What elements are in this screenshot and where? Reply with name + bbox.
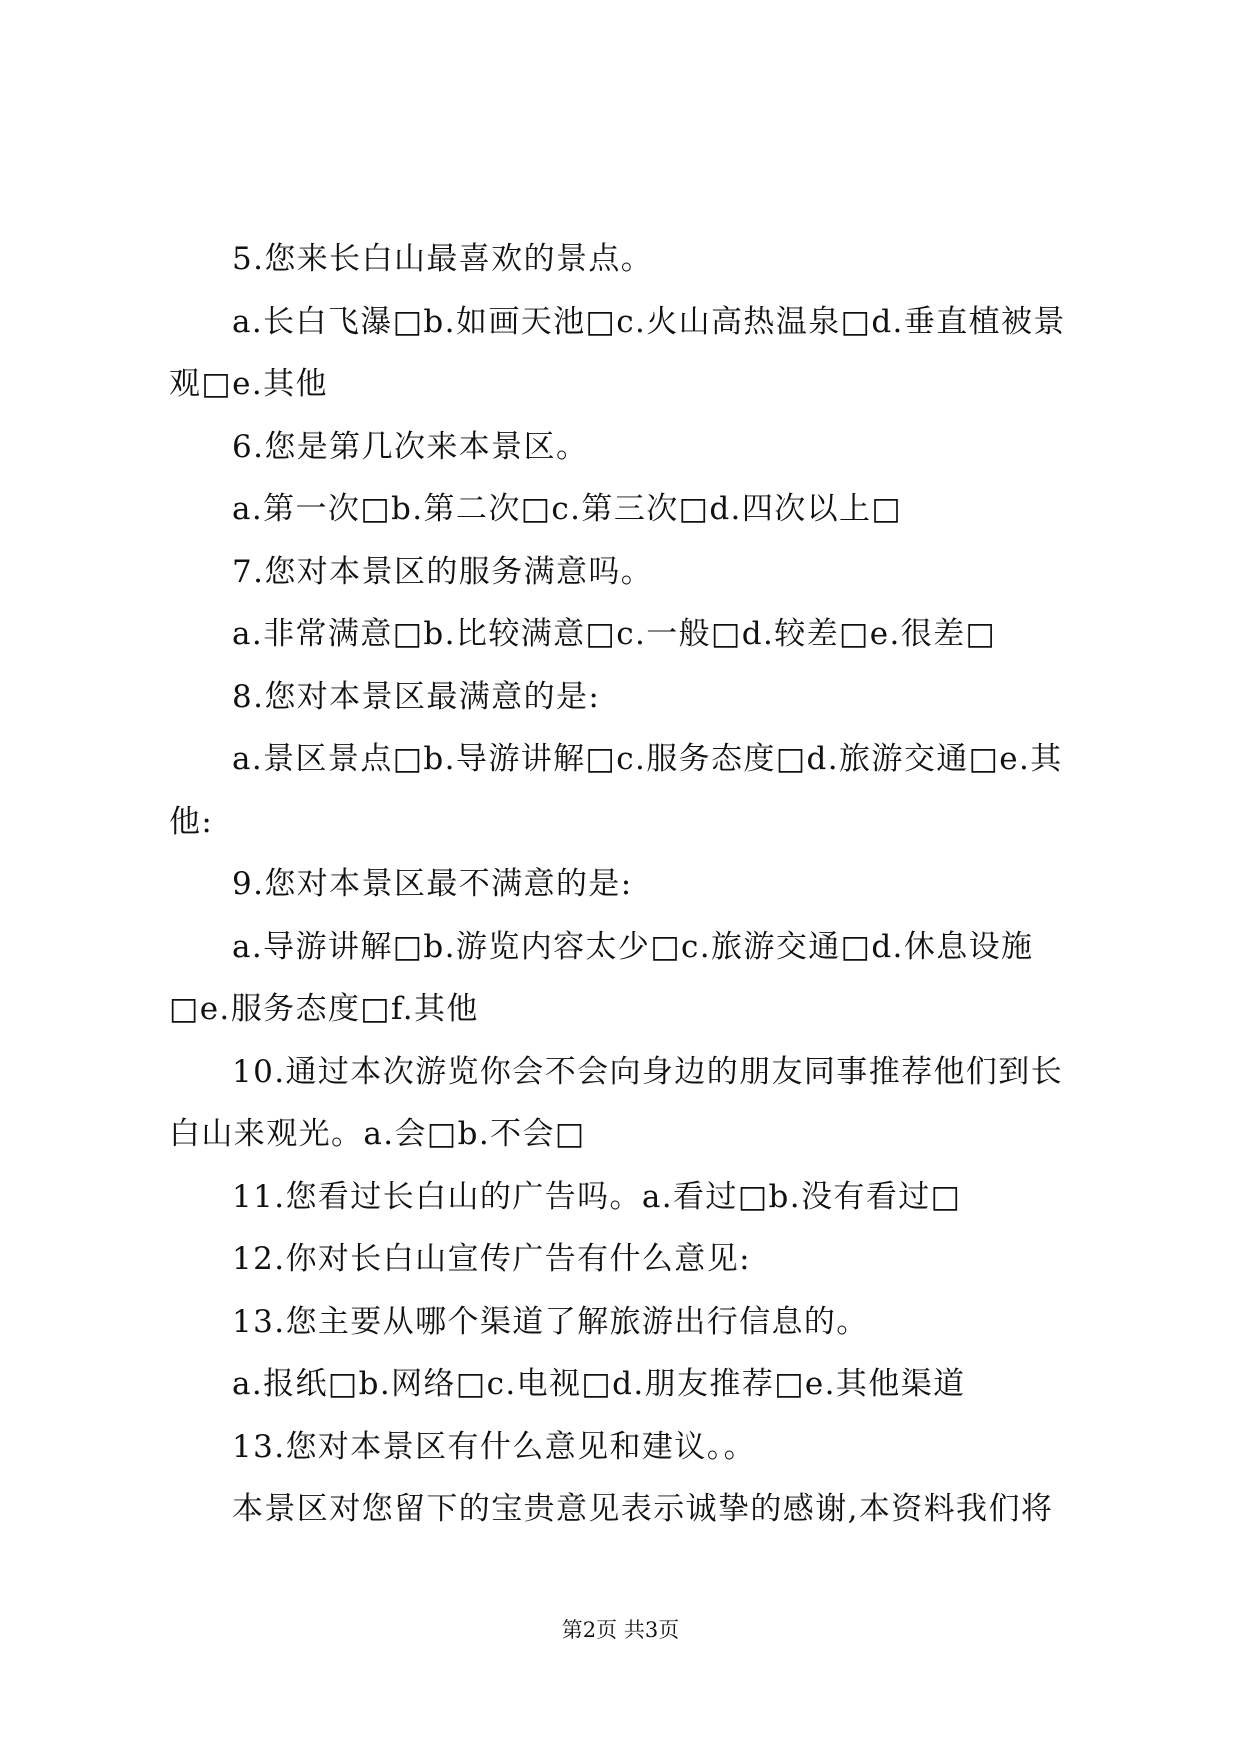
question-10-continued: 白山来观光。a.会□b.不会□ xyxy=(169,1116,586,1152)
document-body xyxy=(169,228,1087,1541)
question-7-options: a.非常满意□b.比较满意□c.一般□d.较差□e.很差□ xyxy=(232,616,997,652)
question-5-options: a.长白飞瀑□b.如画天池□c.火山高热温泉□d.垂直植被景 xyxy=(232,303,1066,340)
question-13b: 13.您对本景区有什么意见和建议。。 xyxy=(232,1428,756,1465)
question-12: 12.你对长白山宣传广告有什么意见: xyxy=(232,1241,751,1277)
question-6: 6.您是第几次来本景区。 xyxy=(232,428,589,465)
question-8-options-continued: 他: xyxy=(169,803,214,840)
question-7: 7.您对本景区的服务满意吗。 xyxy=(232,553,654,590)
question-6-options: a.第一次□b.第二次□c.第三次□d.四次以上□ xyxy=(232,491,903,527)
closing-paragraph: 本景区对您留下的宝贵意见表示诚挚的感谢,本资料我们将 xyxy=(232,1491,1054,1527)
question-5-options-continued: 观□e.其他 xyxy=(169,366,328,402)
question-8: 8.您对本景区最满意的是: xyxy=(232,678,601,715)
question-11: 11.您看过长白山的广告吗。a.看过□b.没有看过□ xyxy=(232,1178,962,1215)
question-5: 5.您来长白山最喜欢的景点。 xyxy=(232,241,654,277)
question-9-options: a.导游讲解□b.游览内容太少□c.旅游交通□d.休息设施 xyxy=(232,928,1034,965)
question-13: 13.您主要从哪个渠道了解旅游出行信息的。 xyxy=(232,1303,869,1340)
question-13-options: a.报纸□b.网络□c.电视□d.朋友推荐□e.其他渠道 xyxy=(232,1366,966,1402)
question-9: 9.您对本景区最不满意的是: xyxy=(232,866,633,902)
question-9-options-continued: □e.服务态度□f.其他 xyxy=(169,991,479,1027)
page-number: 第2页 共3页 xyxy=(561,1618,680,1642)
question-8-options: a.景区景点□b.导游讲解□c.服务态度□d.旅游交通□e.其 xyxy=(232,741,1063,777)
question-10: 10.通过本次游览你会不会向身边的朋友同事推荐他们到长 xyxy=(232,1053,1064,1090)
